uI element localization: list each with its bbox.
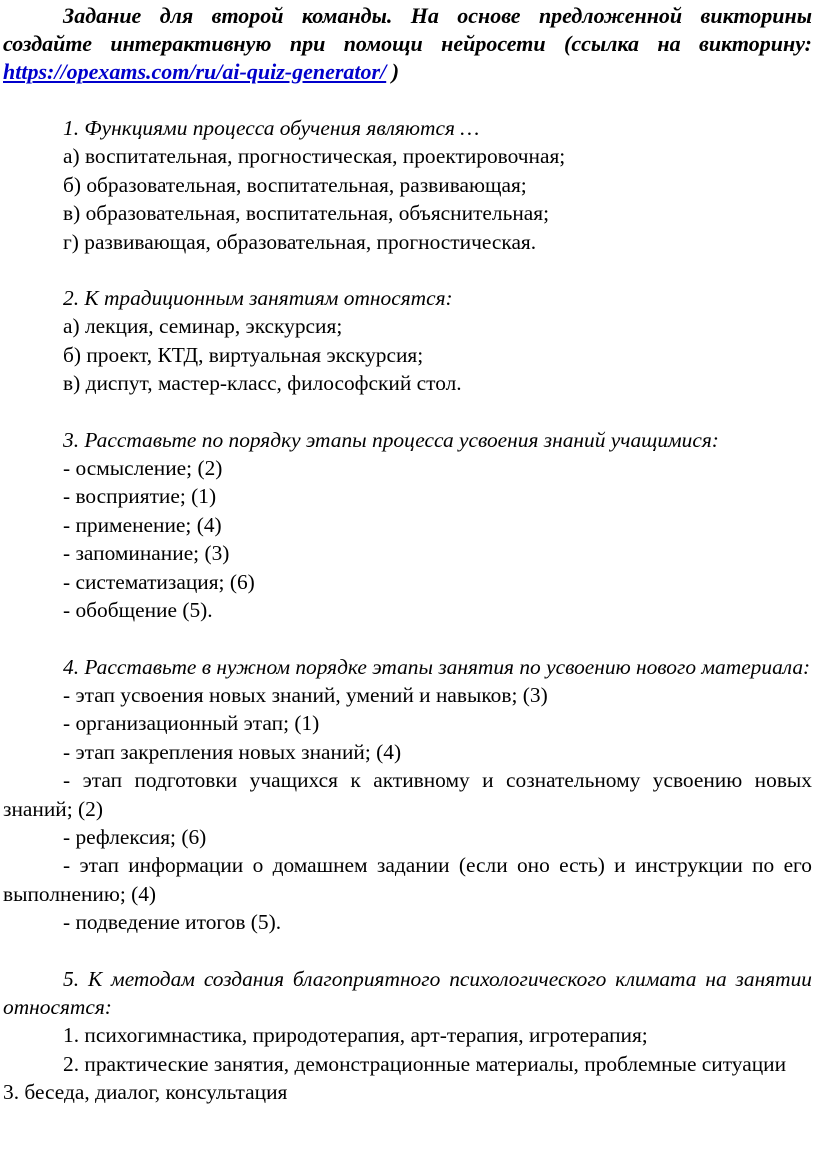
answer-option: в) диспут, мастер-класс, философский стол. — [63, 371, 462, 396]
question-4 — [3, 653, 812, 937]
question-title: 2. К традиционным занятиям относятся: — [63, 286, 453, 311]
question-1 — [3, 114, 812, 256]
answer-option: - обобщение (5). — [63, 598, 213, 623]
question-title: 3. Расставьте по порядку этапы процесса усвоения знаний учащимися: — [63, 427, 719, 452]
intro-closing: ) — [386, 59, 400, 84]
task-intro — [3, 2, 812, 86]
answer-option: - организационный этап; (1) — [63, 711, 320, 736]
answer-option: - рефлексия; (6) — [63, 824, 207, 849]
answer-option: 3. беседа, диалог, консультация — [3, 1080, 288, 1105]
question-5 — [3, 965, 812, 1107]
answer-option: 1. психогимнастика, природотерапия, арт-терапия, игротерапия; — [63, 1023, 648, 1048]
question-2 — [3, 284, 812, 398]
question-title: 4. Расставьте в нужном порядке этапы занятия по усвоению нового материала: — [63, 654, 811, 679]
question-title: 5. К методам создания благоприятного психологического климата на занятии относятся: — [3, 966, 812, 1019]
answer-option: - этап закрепления новых знаний; (4) — [63, 739, 402, 764]
answer-option: - восприятие; (1) — [63, 484, 217, 509]
question-title: 1. Функциями процесса обучения являются … — [63, 116, 480, 140]
answer-option: г) развивающая, образовательная, прогностическая. — [63, 229, 537, 254]
answer-option: - подведение итогов (5). — [63, 910, 282, 935]
answer-option: - применение; (4) — [63, 512, 222, 537]
answer-option: - систематизация; (6) — [63, 569, 255, 594]
answer-option: - этап подготовки учащихся к активному и сознательному усвоению новых знаний; (2) — [3, 768, 812, 821]
answer-option: а) лекция, семинар, экскурсия; — [63, 314, 343, 339]
question-3 — [3, 426, 812, 625]
document-page — [0, 2, 816, 1156]
answer-option: в) образовательная, воспитательная, объяснительная; — [63, 201, 550, 226]
intro-text: Задание для второй команды. На основе предложенной викторины создайте интерактивную при помощи нейросети (ссылка на викторину: — [3, 3, 812, 56]
answer-option: - этап усвоения новых знаний, умений и навыков; (3) — [63, 682, 548, 707]
quiz-generator-link[interactable]: https://opexams.com/ru/ai-quiz-generator/ — [3, 59, 387, 84]
answer-option: - осмысление; (2) — [63, 456, 223, 481]
answer-option: б) проект, КТД, виртуальная экскурсия; — [63, 342, 424, 367]
answer-option: а) воспитательная, прогностическая, проектировочная; — [63, 144, 566, 169]
answer-option: б) образовательная, воспитательная, развивающая; — [63, 172, 527, 197]
answer-option: - этап информации о домашнем задании (если оно есть) и инструкции по его выполнению; (4) — [3, 853, 812, 906]
answer-option: - запоминание; (3) — [63, 541, 230, 566]
answer-option: 2. практические занятия, демонстрационные материалы, проблемные ситуации — [63, 1051, 787, 1076]
